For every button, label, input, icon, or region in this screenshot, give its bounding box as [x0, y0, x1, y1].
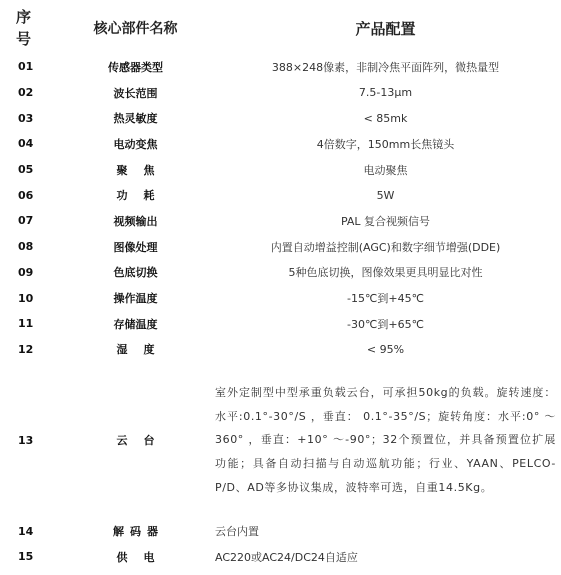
table-row	[6, 260, 558, 286]
header-value: 产品配置	[355, 19, 416, 38]
row-name: 聚焦	[116, 163, 171, 177]
row-value: -30℃到+65℃	[347, 317, 424, 331]
table-row	[6, 157, 558, 183]
row-value: -15℃到+45℃	[347, 292, 424, 306]
row-index: 10	[18, 291, 34, 305]
row-index: 12	[18, 342, 34, 356]
row-index: 08	[18, 240, 34, 254]
row-index: 06	[18, 188, 34, 202]
table-row	[6, 105, 558, 131]
table-row	[6, 80, 558, 106]
row-name: 传感器类型	[108, 60, 163, 74]
table-row	[6, 337, 558, 363]
row-index: 07	[18, 214, 34, 228]
row-value-paragraph: 室外定制型中型承重负载云台，可承担50kg的负载。旋转速度：水平:0.1°-30°/S ，垂直： 0.1°-35°/S；旋转角度：水平:0° ～360° ，垂直：+10° ～-90°；32个预置位，并具备预置位扩展功能；具备自动扫描与自动巡航功能；行业、YAAN、PELCO-P/D、AD等多协议集成，波特率可选，自重14.5Kg。	[215, 386, 556, 494]
table-row	[6, 182, 558, 208]
row-name: 色底切换	[113, 266, 158, 280]
row-name: 视频输出	[113, 214, 158, 228]
row-name: 操作温度	[113, 292, 158, 306]
row-index: 04	[18, 137, 34, 151]
table-row	[6, 54, 558, 80]
row-index: 09	[18, 265, 34, 279]
row-index: 13	[18, 433, 34, 447]
table-row	[6, 362, 558, 518]
row-value: < 95%	[366, 342, 405, 356]
table-row	[6, 208, 558, 234]
row-name: 存储温度	[113, 317, 158, 331]
table-row	[6, 311, 558, 337]
table-row	[6, 131, 558, 157]
row-name: 云台	[116, 434, 171, 448]
row-value: 7.5-13μm	[358, 86, 413, 100]
header-index-line2: 号	[16, 30, 32, 48]
row-index: 02	[18, 86, 34, 100]
row-value: 4倍数字，150mm长焦镜头	[316, 137, 455, 151]
row-name: 湿度	[116, 343, 171, 357]
row-name: 解码器	[113, 525, 164, 539]
row-index: 14	[18, 524, 34, 538]
table-row	[6, 285, 558, 311]
row-value: < 85mk	[363, 111, 408, 125]
header-index-line1: 序	[16, 8, 32, 26]
row-value: 云台内置	[215, 525, 259, 539]
row-name: 热灵敏度	[113, 112, 158, 126]
row-index: 01	[18, 60, 34, 74]
table-header-row	[6, 2, 558, 54]
row-index: 11	[18, 317, 34, 331]
row-name: 波长范围	[113, 86, 158, 100]
row-value: AC220或AC24/DC24自适应	[215, 550, 358, 564]
spec-table	[6, 2, 558, 570]
row-name: 电动变焦	[113, 137, 158, 151]
row-name: 供电	[116, 550, 171, 564]
row-name: 功耗	[116, 189, 171, 203]
row-value: 388×248像素，非制冷焦平面阵列，微热量型	[271, 60, 500, 74]
header-index	[6, 2, 58, 54]
row-name: 图像处理	[113, 240, 158, 254]
table-row	[6, 518, 558, 544]
table-row	[6, 544, 558, 570]
row-value	[213, 362, 558, 518]
row-value: 内置自动增益控制(AGC)和数字细节增强(DDE)	[270, 240, 501, 254]
row-index: 15	[18, 550, 34, 564]
row-value: PAL 复合视频信号	[340, 214, 431, 228]
row-value: 电动聚焦	[363, 163, 408, 177]
row-index: 05	[18, 163, 34, 177]
row-value: 5种色底切换，图像效果更具明显比对性	[288, 266, 483, 280]
header-name: 核心部件名称	[93, 21, 178, 37]
row-value: 5W	[376, 188, 395, 202]
row-index: 03	[18, 111, 34, 125]
table-row	[6, 234, 558, 260]
